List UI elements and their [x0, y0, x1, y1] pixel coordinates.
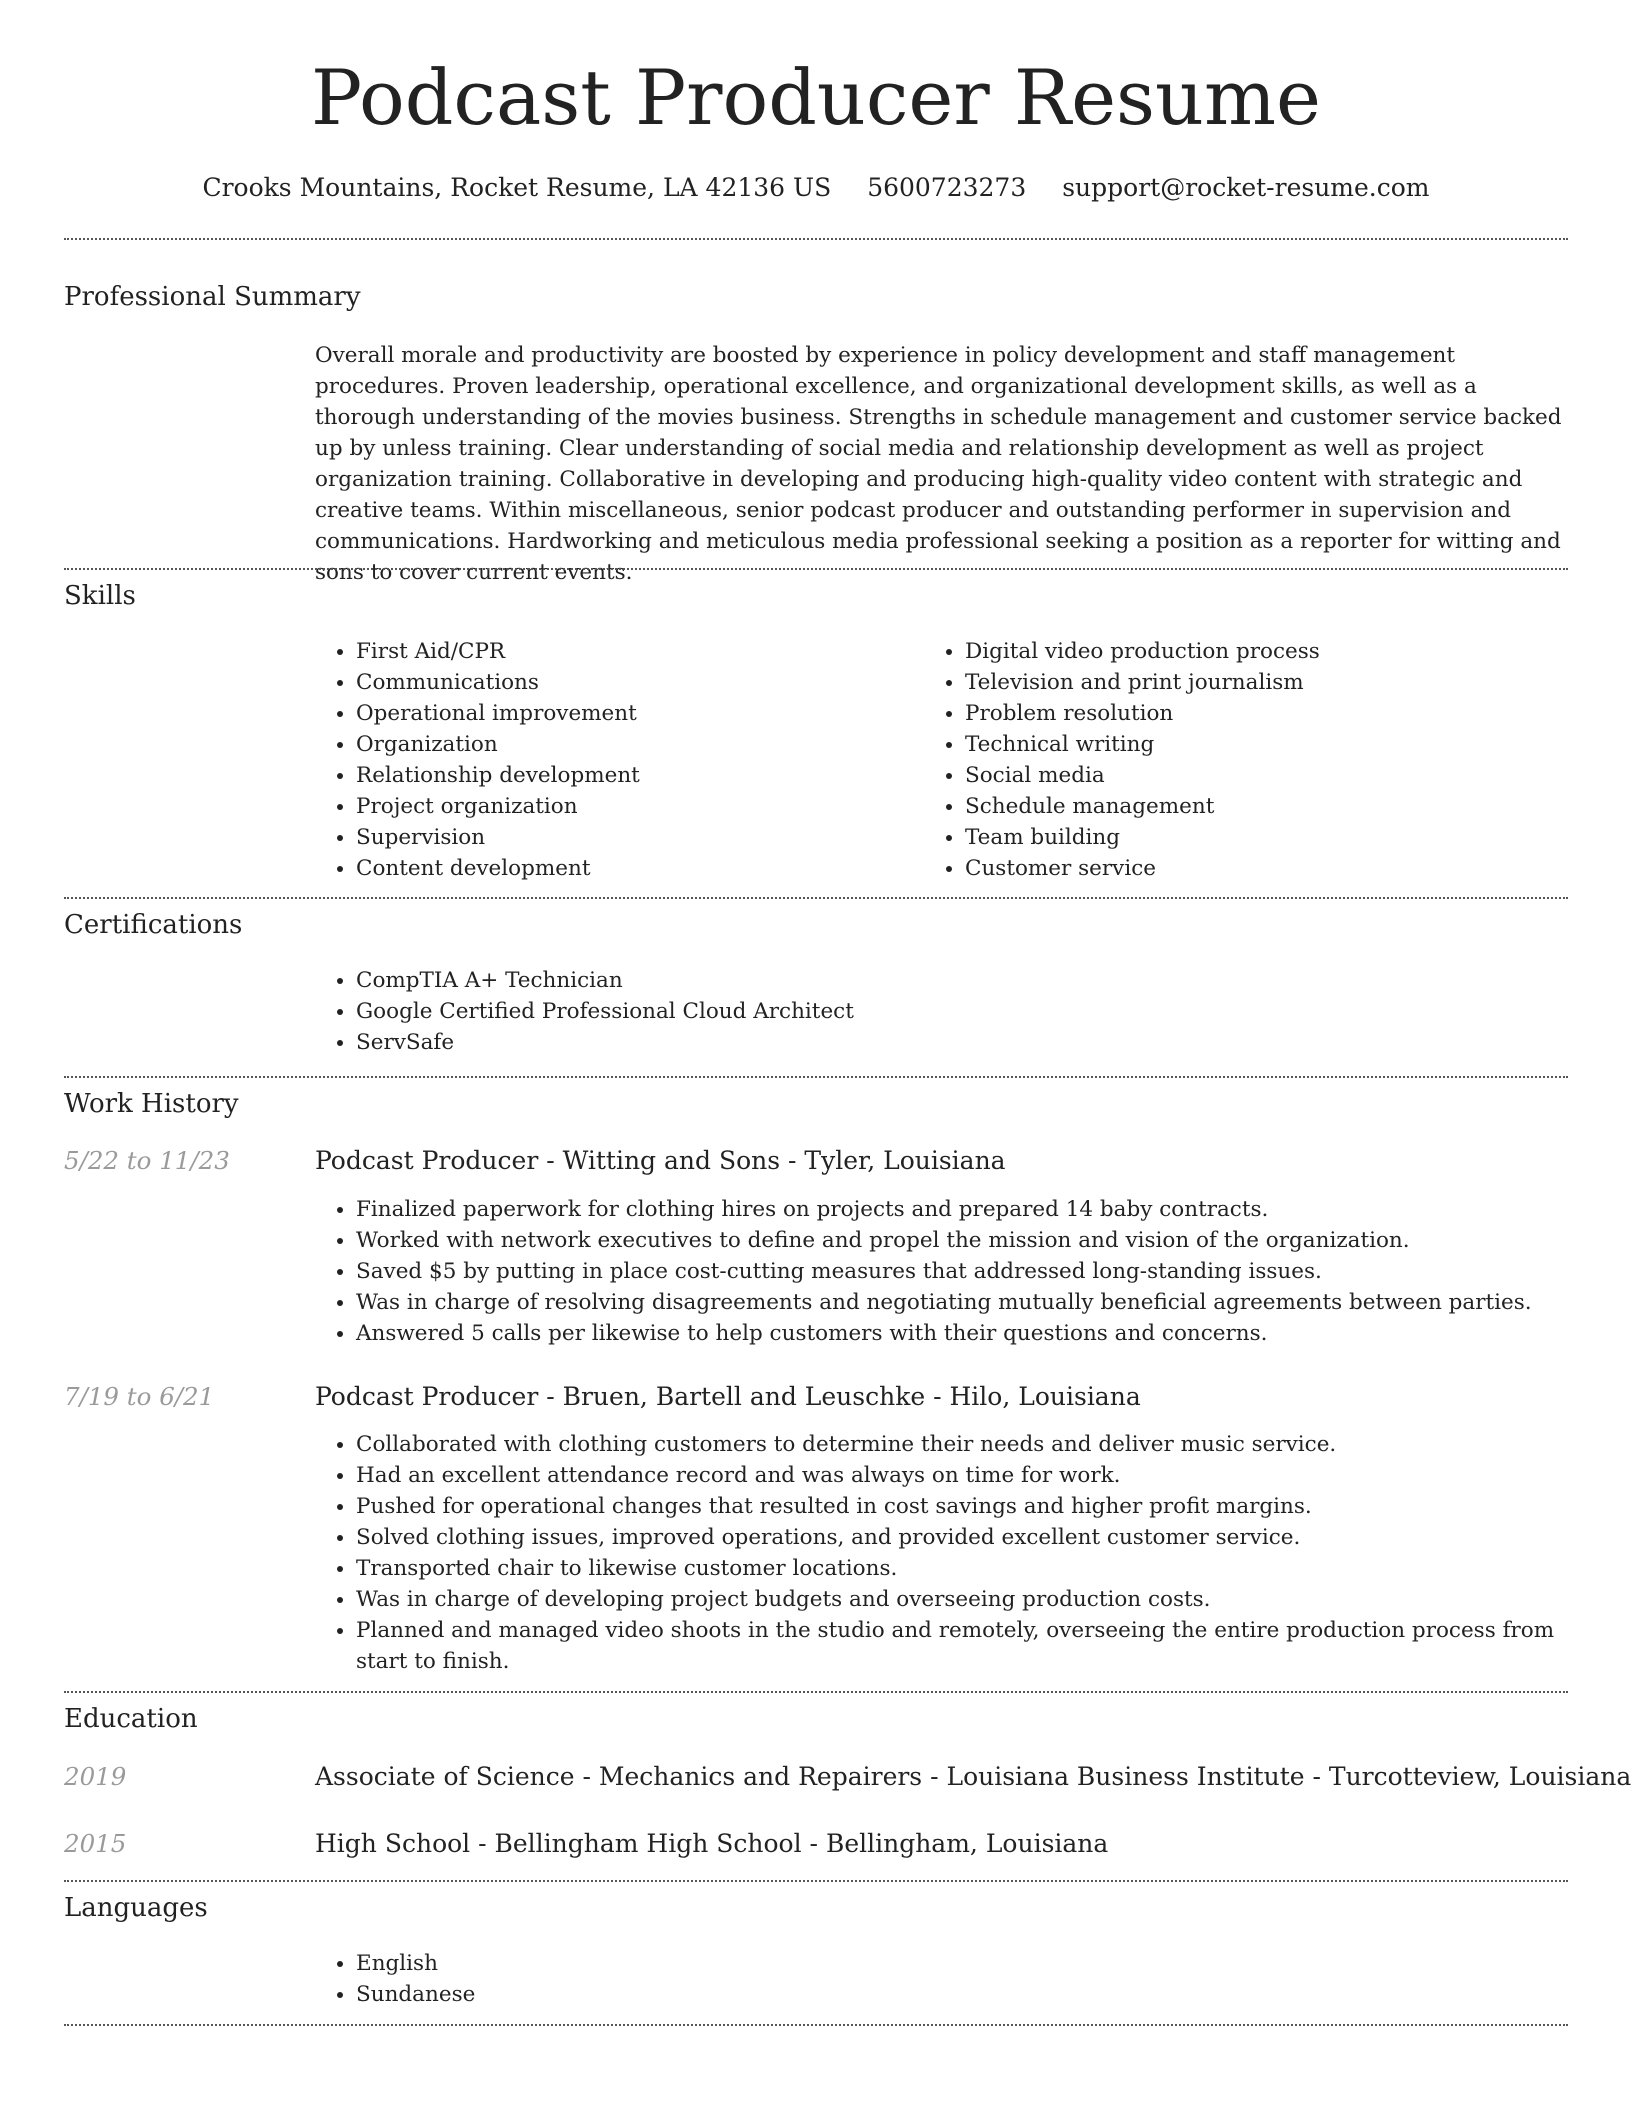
- section-title-summary: Professional Summary: [64, 282, 361, 312]
- contact-line: [0, 170, 1632, 206]
- certification-item: • CompTIA A+ Technician: [356, 965, 1556, 996]
- education-year: 2019: [64, 1762, 127, 1791]
- divider: [64, 568, 1568, 570]
- skill-item: • Schedule management: [965, 791, 1585, 822]
- skill-item: • Supervision: [356, 822, 916, 853]
- education-entry: High School - Bellingham High School - Bellingham, Louisiana: [315, 1829, 1109, 1858]
- job-bullet: • Was in charge of resolving disagreements and negotiating mutually beneficial agreements between parties.: [356, 1287, 1606, 1318]
- certifications-list: [312, 965, 1556, 1058]
- job-title: Podcast Producer - Bruen, Bartell and Leuschke - Hilo, Louisiana: [315, 1382, 1141, 1411]
- section-title-work-history: Work History: [64, 1089, 239, 1119]
- contact-address: Crooks Mountains, Rocket Resume, LA 42136 US: [202, 173, 832, 202]
- job-bullet: • Worked with network executives to define and propel the mission and vision of the organization.: [356, 1225, 1606, 1256]
- education-year: 2015: [64, 1829, 127, 1858]
- skill-item: • Television and print journalism: [965, 667, 1585, 698]
- skill-item: • Social media: [965, 760, 1585, 791]
- job-bullet: • Was in charge of developing project budgets and overseeing production costs.: [356, 1584, 1606, 1615]
- language-item: • Sundanese: [356, 1979, 956, 2010]
- section-title-skills: Skills: [64, 581, 136, 611]
- skill-item: • Technical writing: [965, 729, 1585, 760]
- job-bullets: [312, 1429, 1606, 1677]
- page-title: Podcast Producer Resume: [310, 53, 1322, 142]
- divider: [64, 1076, 1568, 1078]
- divider: [64, 2024, 1568, 2026]
- skill-item: • Team building: [965, 822, 1585, 853]
- contact-email: support@rocket-resume.com: [1062, 173, 1430, 202]
- job-bullet: • Collaborated with clothing customers to determine their needs and deliver music service.: [356, 1429, 1606, 1460]
- skill-item: • First Aid/CPR: [356, 636, 916, 667]
- contact-phone: 5600723273: [867, 173, 1027, 202]
- section-title-certifications: Certifications: [64, 910, 243, 940]
- skills-list-right: [921, 636, 1585, 884]
- job-dates: 5/22 to 11/23: [64, 1146, 230, 1175]
- section-title-languages: Languages: [64, 1893, 208, 1923]
- skill-item: • Digital video production process: [965, 636, 1585, 667]
- skill-item: • Communications: [356, 667, 916, 698]
- job-bullet: • Saved $5 by putting in place cost-cutting measures that addressed long-standing issues.: [356, 1256, 1606, 1287]
- job-bullet: • Finalized paperwork for clothing hires on projects and prepared 14 baby contracts.: [356, 1194, 1606, 1225]
- job-bullet: • Pushed for operational changes that resulted in cost savings and higher profit margins.: [356, 1491, 1606, 1522]
- certification-item: • Google Certified Professional Cloud Architect: [356, 996, 1556, 1027]
- job-bullet: • Had an excellent attendance record and was always on time for work.: [356, 1460, 1606, 1491]
- section-title-education: Education: [64, 1704, 198, 1734]
- language-item: • English: [356, 1948, 956, 1979]
- job-bullet: • Planned and managed video shoots in the studio and remotely, overseeing the entire production process from start to finish.: [356, 1615, 1606, 1677]
- skill-item: • Customer service: [965, 853, 1585, 884]
- divider: [64, 1880, 1568, 1882]
- skills-list-left: [312, 636, 916, 884]
- skill-item: • Content development: [356, 853, 916, 884]
- job-bullet: • Solved clothing issues, improved operations, and provided excellent customer service.: [356, 1522, 1606, 1553]
- skill-item: • Problem resolution: [965, 698, 1585, 729]
- skill-item: • Operational improvement: [356, 698, 916, 729]
- languages-list: [312, 1948, 956, 2010]
- job-dates: 7/19 to 6/21: [64, 1382, 215, 1411]
- skill-item: • Relationship development: [356, 760, 916, 791]
- education-entry: Associate of Science - Mechanics and Repairers - Louisiana Business Institute - Turcotteview, Louisiana: [315, 1762, 1632, 1791]
- job-bullet: • Answered 5 calls per likewise to help customers with their questions and concerns.: [356, 1318, 1606, 1349]
- divider: [64, 1691, 1568, 1693]
- skill-item: • Organization: [356, 729, 916, 760]
- job-bullet: • Transported chair to likewise customer locations.: [356, 1553, 1606, 1584]
- job-title: Podcast Producer - Witting and Sons - Tyler, Louisiana: [315, 1146, 1006, 1175]
- divider: [64, 897, 1568, 899]
- divider: [64, 238, 1568, 240]
- skill-item: • Project organization: [356, 791, 916, 822]
- summary-text: Overall morale and productivity are boosted by experience in policy development and staff management procedures. Proven leadership, operational excellence, and organizational development skills, as well as a thorough understanding of the movies business. Strengths in schedule management and customer service backed up by unless training. Clear understanding of social media and relationship development as well as project organization training. Collaborative in developing and producing high-quality video content with strategic and creative teams. Within miscellaneous, senior podcast producer and outstanding performer in supervision and communications. Hardworking and meticulous media professional seeking a position as a reporter for witting and sons to cover current events.: [315, 343, 1562, 585]
- certification-item: • ServSafe: [356, 1027, 1556, 1058]
- job-bullets: [312, 1194, 1606, 1349]
